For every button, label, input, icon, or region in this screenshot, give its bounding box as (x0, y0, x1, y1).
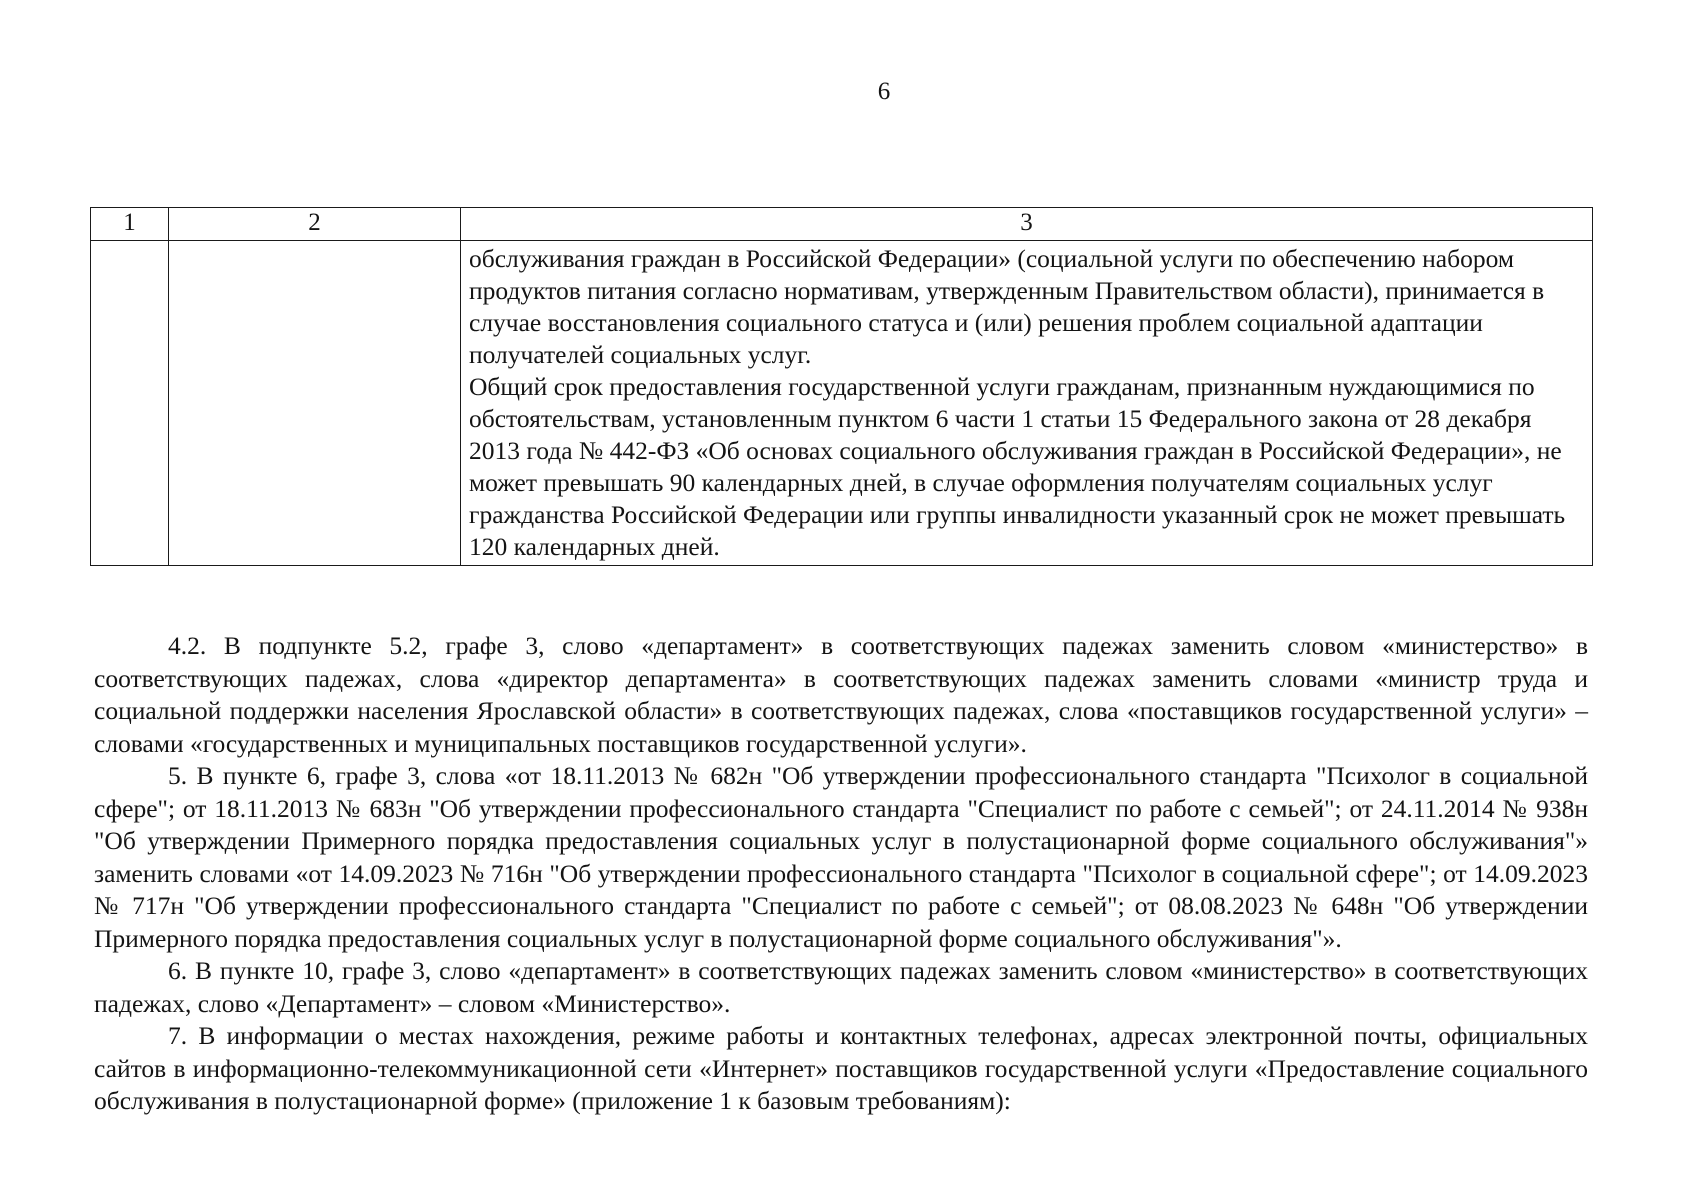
table-cell-paragraph: Общий срок предоставления государственной услуги гражданам, признанным нуждающимися по обстоятельствам, установленным пунктом 6 части 1 статьи 15 Федерального закона от 28 декабря 2013 года № 442-ФЗ «Об основах социального обслуживания граждан в Российской Федерации», не может превышать 90 календарных дней, в случае оформления получателям социальных услуг гражданства Российской Федерации или группы инвалидности указанный срок не может превышать 120 календарных дней. (469, 372, 1566, 561)
body-paragraph-5: 5. В пункте 6, графе 3, слова «от 18.11.2013 № 682н "Об утверждении профессионального стандарта "Психолог в социальной сфере"; от 18.11.2013 № 683н "Об утверждении профессионального стандарта "Специалист по работе с семьей"; от 24.11.2014 № 938н "Об утверждении Примерного порядка предоставления социальных услуг в полустационарной форме социального обслуживания"» заменить словами «от 14.09.2023 № 716н "Об утверждении профессионального стандарта "Психолог в социальной сфере"; от 14.09.2023 № 717н "Об утверждении профессионального стандарта "Специалист по работе с семьей"; от 08.08.2023 № 648н "Об утверждении Примерного порядка предоставления социальных услуг в полустационарной форме социального обслуживания"». (94, 761, 1588, 953)
table-cell-col-3 (461, 241, 1593, 566)
table-header-col-3: 3 (461, 208, 1593, 241)
table-header-row (91, 208, 1593, 241)
body-paragraph-6: 6. В пункте 10, графе 3, слово «департамент» в соответствующих падежах заменить словом «министерство» в соответствующих падежах, слово «Департамент» – словом «Министерство». (94, 956, 1588, 1018)
body-paragraph-4-2: 4.2. В подпункте 5.2, графе 3, слово «департамент» в соответствующих падежах заменить словом «министерство» в соответствующих падежах, слова «директор департамента» в соответствующих падежах заменить словами «министр труда и социальной поддержки населения Ярославской области» в соответствующих падежах, слова «поставщиков государственной услуги» – словами «государственных и муниципальных поставщиков государственной услуги». (94, 631, 1588, 758)
table-header-col-1: 1 (91, 208, 169, 241)
body-paragraph-7: 7. В информации о местах нахождения, режиме работы и контактных телефонах, адресах электронной почты, официальных сайтов в информационно-телекоммуникационной сети «Интернет» поставщиков государственной услуги «Предоставление социального обслуживания в полустационарной форме» (приложение 1 к базовым требованиям): (94, 1021, 1588, 1115)
table-cell-col-2 (169, 241, 461, 566)
table-cell-paragraph: обслуживания граждан в Российской Федерации» (социальной услуги по обеспечению набором продуктов питания согласно нормативам, утвержденным Правительством области), принимается в случае восстановления социального статуса и (или) решения проблем социальной адаптации получателей социальных услуг. (469, 244, 1545, 369)
document-table (90, 207, 1593, 566)
table-row (91, 241, 1593, 566)
table-cell-col-1 (91, 241, 169, 566)
page-number: 6 (877, 78, 891, 105)
document-body (94, 630, 1588, 1118)
table-header-col-2: 2 (169, 208, 461, 241)
